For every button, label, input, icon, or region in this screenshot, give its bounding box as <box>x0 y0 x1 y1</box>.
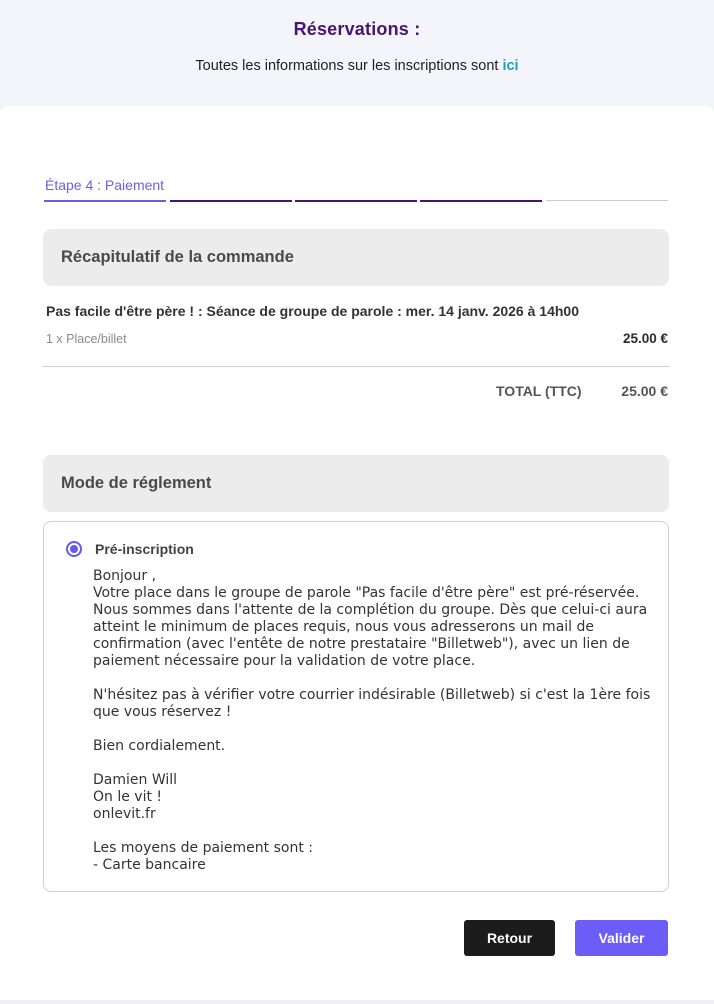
instructions-paragraph: Les moyens de paiement sont : - Carte bancaire <box>93 840 314 873</box>
summary-divider <box>43 366 669 367</box>
page-header <box>0 0 714 106</box>
step-bar-5 <box>546 200 668 201</box>
total-label: TOTAL (TTC) <box>496 383 582 399</box>
step-bar-1 <box>44 200 166 202</box>
pre-registration-radio[interactable] <box>66 541 82 557</box>
page-subtitle <box>0 58 714 74</box>
step-progress <box>44 200 668 202</box>
payment-instructions <box>93 568 653 874</box>
payment-option-box <box>43 521 669 892</box>
instructions-paragraph: Damien Will On le vit ! onlevit.fr <box>93 772 178 822</box>
total-value: 25.00 € <box>621 383 668 399</box>
order-summary-heading: Récapitulatif de la commande <box>43 229 669 286</box>
submit-button[interactable]: Valider <box>575 920 668 956</box>
back-button[interactable]: Retour <box>464 920 555 956</box>
subtitle-text: Toutes les informations sur les inscriptions sont <box>195 58 503 74</box>
step-label: Étape 4 : Paiement <box>45 177 165 193</box>
step-bar-3 <box>295 200 417 202</box>
payment-method-heading: Mode de réglement <box>43 455 669 512</box>
instructions-paragraph: Bonjour , Votre place dans le groupe de parole "Pas facile d'être père" est pré-réservée. Nous sommes dans l'attente de la complétion du groupe. Dès que celui-ci aura atteint le minimum de places requis, nous vous adresserons un mail de confirmation (avec l'entête de notre prestataire "Billetweb"), avec un lien de paiement nécessaire pour la validation de votre place. <box>93 568 648 669</box>
step-bar-2 <box>170 200 292 202</box>
info-link[interactable]: ici <box>502 58 519 74</box>
pre-registration-label[interactable]: Pré-inscription <box>95 541 194 557</box>
instructions-paragraph: Bien cordialement. <box>93 738 226 754</box>
event-title: Pas facile d'être père ! : Séance de groupe de parole : mer. 14 janv. 2026 à 14h00 <box>46 303 579 319</box>
page-title: Réservations : <box>293 19 421 39</box>
page-bottom-edge <box>0 1000 714 1004</box>
step-bar-4 <box>420 200 542 202</box>
instructions-paragraph: N'hésitez pas à vérifier votre courrier indésirable (Billetweb) si c'est la 1ère fois que vous réservez ! <box>93 687 651 720</box>
line-item-label: 1 x Place/billet <box>46 332 127 346</box>
line-item-price: 25.00 € <box>622 331 668 346</box>
